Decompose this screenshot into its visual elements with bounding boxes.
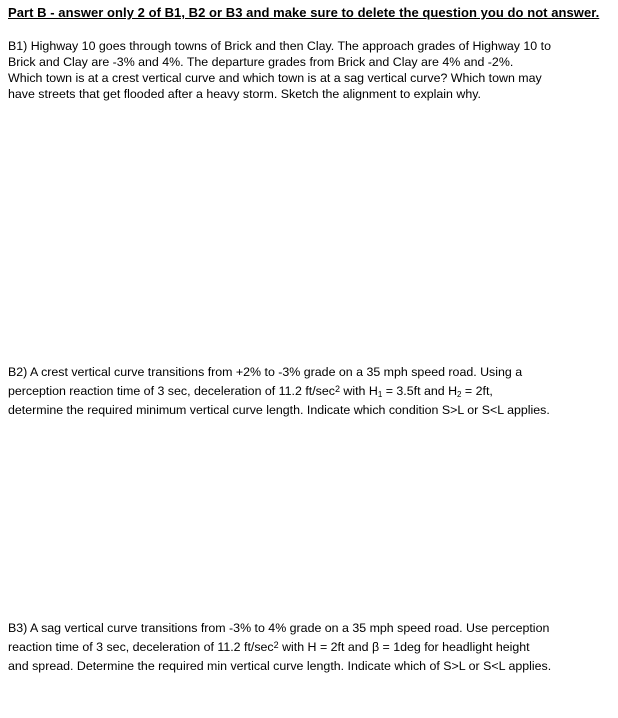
b2-line-2-text-d: = 2ft, xyxy=(461,384,493,398)
b3-line-2 xyxy=(8,638,613,657)
b2-line-1: B2) A crest vertical curve transitions from +2% to -3% grade on a 35 mph speed road. Using a xyxy=(8,365,523,379)
b1-line-4: have streets that get flooded after a heavy storm. Sketch the alignment to explain why. xyxy=(8,87,481,101)
b2-line-2-text-b: with H xyxy=(339,384,378,398)
b3-line-1: B3) A sag vertical curve transitions from -3% to 4% grade on a 35 mph speed road. Use perception xyxy=(8,621,550,635)
b2-line-2 xyxy=(8,382,613,401)
b2-line-2-text-c: = 3.5ft and H xyxy=(382,384,458,398)
b3-line-3: and spread. Determine the required min vertical curve length. Indicate which of S>L or S<L applies. xyxy=(8,659,552,673)
b3-squared-superscript: 2 xyxy=(273,640,279,650)
b2-squared-superscript: 2 xyxy=(334,384,340,394)
question-b1 xyxy=(8,38,608,102)
b2-h1-subscript: 1 xyxy=(377,390,383,399)
b3-line-2-text-a: reaction time of 3 sec, deceleration of 11.2 ft/sec xyxy=(8,640,274,654)
b1-line-3: Which town is at a crest vertical curve and which town is at a sag vertical curve? Which town may xyxy=(8,71,542,85)
part-b-header: Part B - answer only 2 of B1, B2 or B3 and make sure to delete the question you do not answer. xyxy=(8,5,600,20)
question-b3 xyxy=(8,619,613,676)
b1-line-1: B1) Highway 10 goes through towns of Brick and then Clay. The approach grades of Highway 10 to xyxy=(8,39,551,53)
b2-h2-subscript: 2 xyxy=(457,390,462,399)
b3-line-2-text-b: with H = 2ft and β = 1deg for headlight height xyxy=(278,640,530,654)
question-b2 xyxy=(8,363,613,420)
b2-line-3: determine the required minimum vertical curve length. Indicate which condition S>L or S<L applies. xyxy=(8,403,550,417)
b1-line-2: Brick and Clay are -3% and 4%. The departure grades from Brick and Clay are 4% and -2%. xyxy=(8,55,514,69)
b2-line-2-text-a: perception reaction time of 3 sec, deceleration of 11.2 ft/sec xyxy=(8,384,335,398)
